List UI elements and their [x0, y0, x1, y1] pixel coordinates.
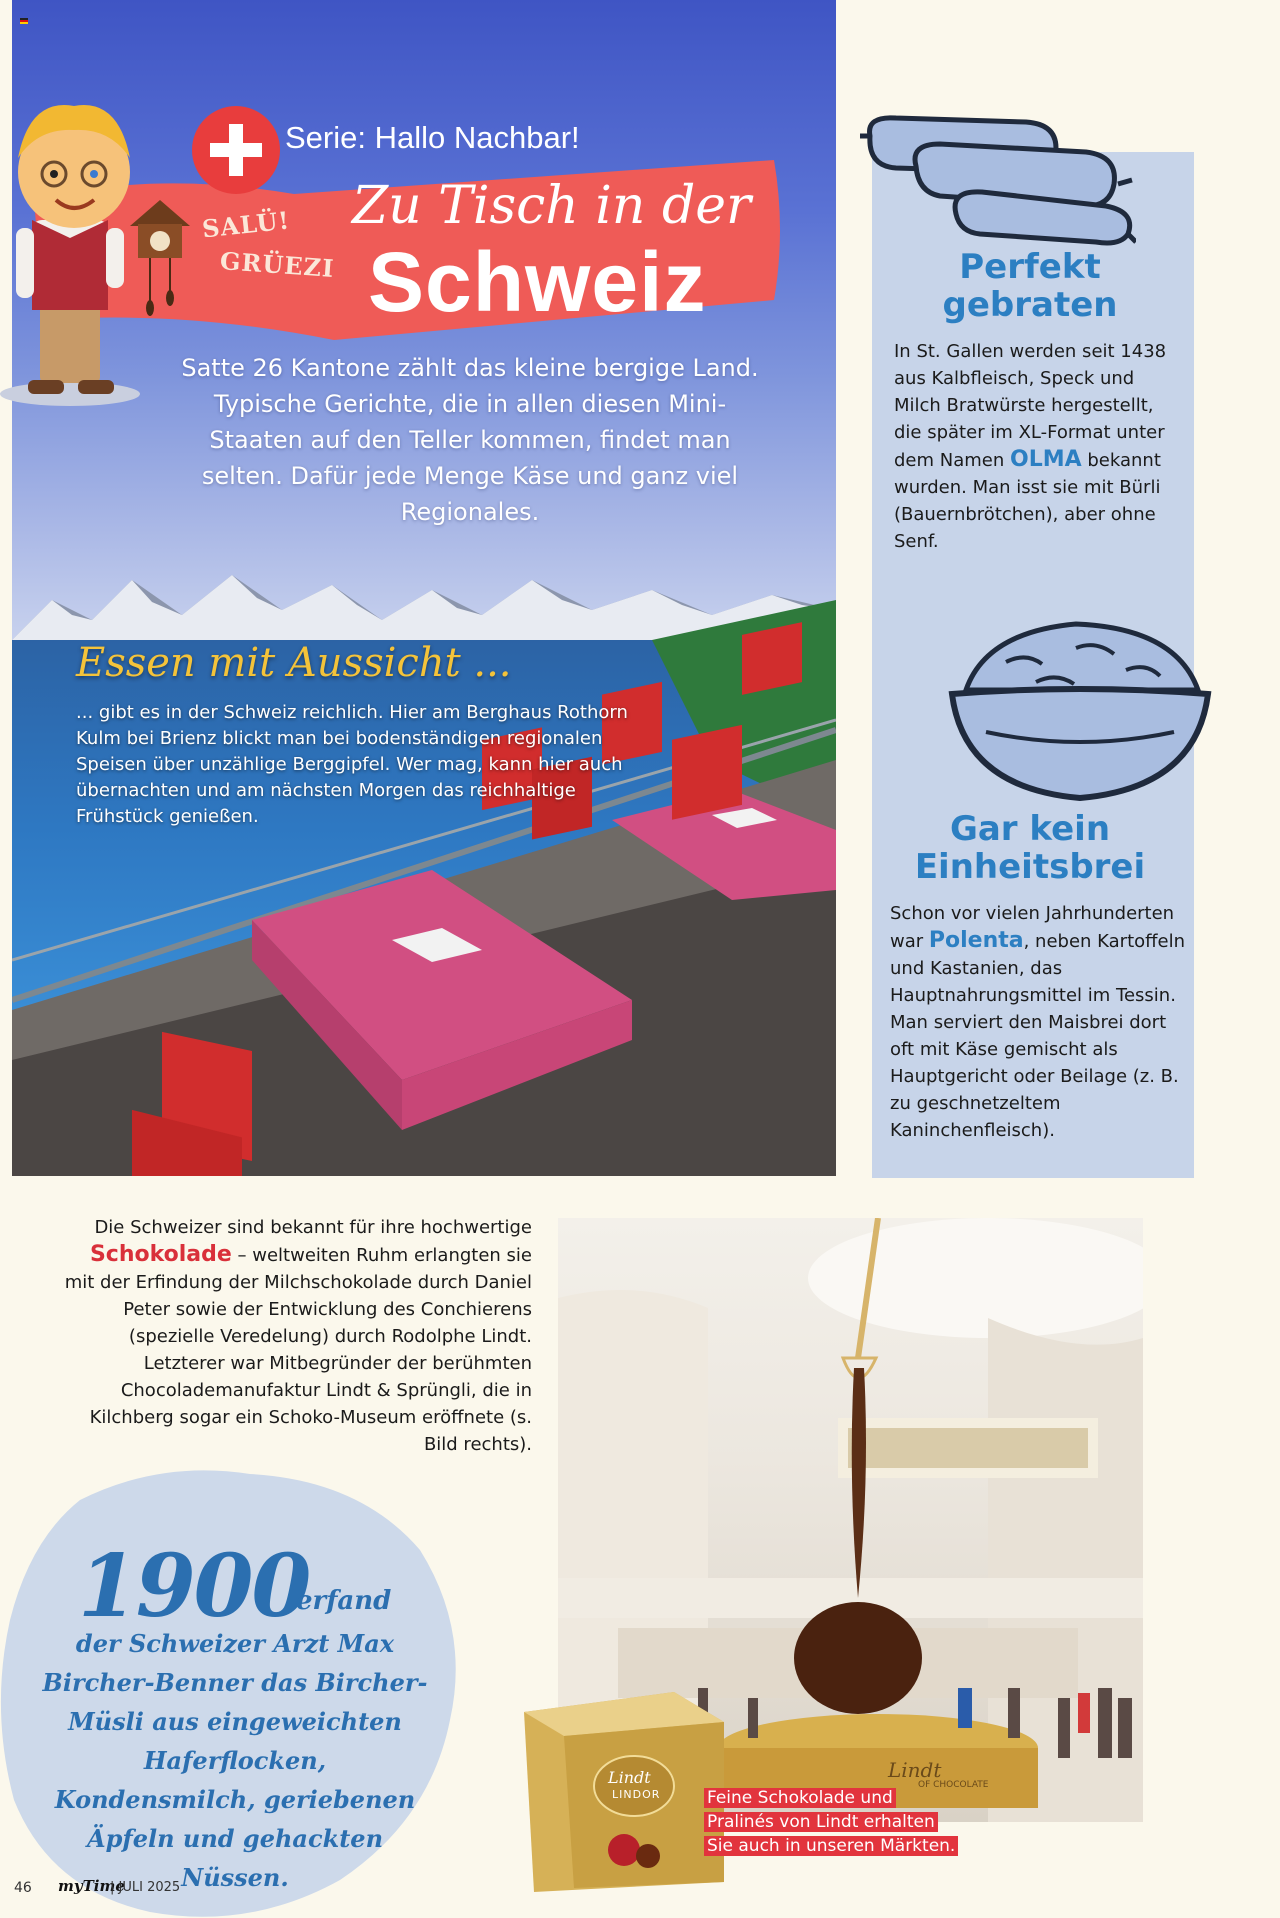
perfekt-heading-line-1: Perfekt: [959, 247, 1101, 287]
page-title-line-1: Zu Tisch in der: [352, 176, 751, 236]
gar-kein-heading-line-2: Einheitsbrei: [914, 847, 1146, 887]
greeting-salu: SALÜ!: [200, 205, 292, 244]
box-product: LINDOR: [612, 1788, 661, 1801]
chocolate-text: [60, 1214, 532, 1458]
perfekt-heading-line-2: gebraten: [942, 285, 1118, 325]
perfekt-text-after: bekannt wurden. Man isst sie mit Bürli (Bauernbrötchen), aber ohne Senf.: [894, 450, 1161, 552]
perfekt-text-before: In St. Gallen werden seit 1438 aus Kalbfleisch, Speck und Milch Bratwürste hergestellt, die später im XL-Format unter dem Namen: [894, 341, 1167, 471]
chocolate-text-before: Die Schweizer sind bekannt für ihre hochwertige: [94, 1217, 532, 1238]
lindt-caption: [704, 1786, 958, 1858]
intro-text: Satte 26 Kantone zählt das kleine bergige Land. Typische Gerichte, die in allen diesen Mini-Staaten auf den Teller kommen, findet man selten. Dafür jede Menge Käse und ganz viel Regionales.: [181, 354, 759, 526]
essen-heading: Essen mit Aussicht ...: [76, 640, 512, 686]
badge-text: der Schweizer Arzt Max Bircher-Benner das Bircher-Müsli aus eingeweichten Haferflocken, Kondensmilch, geriebenen Äpfeln und gehackten Nüssen.: [42, 1629, 428, 1892]
magazine-logo: myTime: [58, 1877, 125, 1895]
lindor-box: [524, 1692, 724, 1892]
swiss-cross-icon: [192, 106, 280, 194]
perfekt-heading: [880, 248, 1180, 324]
issue-date: | JULI 2025: [110, 1880, 181, 1895]
caption-line-3: Sie auch in unseren Märkten.: [704, 1836, 958, 1856]
gar-kein-text: [890, 900, 1190, 1144]
badge-year: 1900: [78, 1536, 310, 1637]
schokolade-highlight: Schokolade: [89, 1242, 232, 1267]
gar-kein-text-before: Schon vor vielen Jahrhunderten war: [890, 903, 1175, 952]
flag-icon: [20, 18, 28, 24]
olma-highlight: OLMA: [1010, 447, 1082, 472]
chocolate-text-after: – weltweiten Ruhm erlangten sie mit der Erfindung der Milchschokolade durch Daniel Peter sowie der Entwicklung des Conchierens (spezielle Veredelung) durch Rodolphe Lindt. Letzterer war Mitbegründer der berühmten Chocolademanufaktur Lindt & Sprüngli, die in Kilchberg sogar ein Schoko-Museum eröffnete (s. Bild rechts).: [64, 1245, 532, 1455]
badge-erfand: erfand: [296, 1586, 392, 1616]
polenta-highlight: Polenta: [928, 928, 1024, 953]
gar-kein-heading: [880, 810, 1180, 886]
page-title-line-2: Schweiz: [368, 235, 707, 329]
fountain-brand: Lindt: [888, 1758, 942, 1782]
fountain-sub: OF CHOCOLATE: [918, 1780, 989, 1790]
cuckoo-clock-icon: [128, 196, 192, 316]
essen-text: ... gibt es in der Schweiz reichlich. Hier am Berghaus Rothorn Kulm bei Brienz blickt man bei bodenständigen regionalen Speisen über unzählige Berggipfel. Wer mag, kann hier auch übernachten und am nächsten Morgen das reichhaltige Frühstück genießen.: [76, 702, 628, 827]
caption-line-1: Feine Schokolade und: [704, 1788, 896, 1808]
gar-kein-text-after: , neben Kartoffeln und Kastanien, das Hauptnahrungsmittel im Tessin. Man serviert den Maisbrei dort oft mit Käse gemischt als Hauptgericht oder Beilage (z. B. zu geschnetzeltem Kaninchenfleisch).: [890, 931, 1186, 1141]
perfekt-text: [894, 338, 1184, 555]
polenta-bowl-icon: [946, 612, 1214, 812]
greeting-gruezi: GRÜEZI: [219, 246, 336, 283]
caption-line-2: Pralinés von Lindt erhalten: [704, 1812, 938, 1832]
box-brand: Lindt: [608, 1768, 651, 1787]
series-label: Serie: Hallo Nachbar!: [285, 120, 580, 155]
gar-kein-heading-line-1: Gar kein: [949, 809, 1111, 849]
page-number: 46: [14, 1880, 32, 1896]
sausage-icon: [856, 96, 1136, 246]
